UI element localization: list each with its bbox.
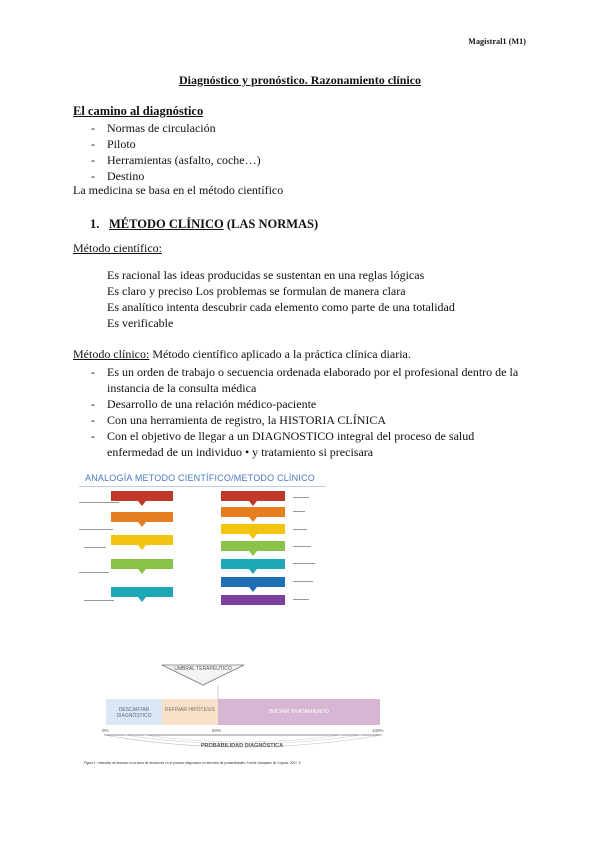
- arrow-icon: [249, 569, 257, 574]
- text-line: Es claro y preciso Los problemas se formulan de manera clara: [107, 284, 406, 298]
- paragraph-metodo-clinico: Método clínico: Método científico aplicado a la práctica clínica diaria.: [73, 347, 411, 361]
- right-step-diseno: [221, 541, 285, 551]
- header-course: Magistral1 (M1): [468, 37, 526, 46]
- camino-list: [91, 120, 527, 184]
- axis-tick-50: 50%: [212, 728, 222, 733]
- arrow-icon: [249, 551, 257, 556]
- text-line: Es analítico intenta descubrir cada elemento como parte de una totalidad: [107, 300, 455, 314]
- zone-descartar-label: DESCARTAR DIAGNÓSTICO: [116, 707, 152, 719]
- text-line: Es racional las ideas producidas se sustentan en una reglas lógicas: [107, 268, 425, 282]
- arrow-icon: [138, 569, 146, 574]
- page-title: Diagnóstico y pronóstico. Razonamiento clínico: [178, 73, 422, 87]
- zone-refinar-label: REFINAR HIPÓTESIS: [164, 707, 215, 713]
- list-item: - Con una herramienta de registro, la HISTORIA CLÍNICA: [91, 413, 387, 427]
- right-step-datos: [221, 507, 285, 517]
- annotation-line: [84, 547, 106, 548]
- zone-iniciar-label: INICIAR TRATAMIENTO: [268, 709, 330, 715]
- arrow-icon: [249, 534, 257, 539]
- axis-label: PROBABILIDAD DIAGNÓSTICA: [200, 743, 284, 749]
- cientifico-lines: [107, 267, 455, 331]
- right-step-hipotesis: [221, 524, 285, 534]
- list-item: - Es un orden de trabajo o secuencia ordenada elaborado por el profesional dentro de la instancia de la consulta médica: [91, 365, 519, 395]
- arrow-icon: [249, 587, 257, 592]
- arrow-icon: [249, 501, 257, 506]
- arrow-icon: [138, 522, 146, 527]
- threshold-label: UMBRAL TERAPÉUTICO: [174, 666, 232, 672]
- axis-tick-0: 0%: [102, 728, 109, 733]
- list-item: - Herramientas (asfalto, coche…): [91, 153, 261, 167]
- list-item: - Piloto: [91, 137, 136, 151]
- right-step-tratamiento: [221, 577, 285, 587]
- subheading-metodo-cientifico: Método científico:: [73, 241, 162, 255]
- list-item: - Desarrollo de una relación médico-paciente: [91, 397, 317, 411]
- clinico-list: [91, 364, 527, 460]
- annotation-line: [84, 600, 114, 601]
- annotation-line: [293, 563, 315, 564]
- list-item: - Normas de circulación: [91, 121, 216, 135]
- figure-umbrales: [84, 663, 400, 773]
- annotation-line: [293, 511, 305, 512]
- annotation-line: [79, 529, 113, 530]
- axis-tick-100: 100%: [372, 728, 384, 733]
- left-step-hipotesis: [111, 512, 173, 522]
- figure-caption: Figura 1. Umbrales de decisión en la toma de decisiones en el proceso diagnóstico en términos de probabilidades. Fuente: Adaptado de Cognos, 2007. 5: [84, 761, 301, 765]
- right-step-evolucion: [221, 595, 285, 605]
- section-heading-camino: El camino al diagnóstico: [73, 104, 204, 118]
- list-item: - Destino: [91, 169, 145, 183]
- annotation-line: [293, 599, 309, 600]
- divider: [79, 486, 326, 487]
- arrow-icon: [138, 545, 146, 550]
- arrow-icon: [249, 517, 257, 522]
- arrow-icon: [138, 501, 146, 506]
- right-step-problema: [221, 491, 285, 501]
- left-step-problema: [111, 491, 173, 501]
- left-step-comprobacion: [111, 587, 173, 597]
- annotation-line: [79, 572, 109, 573]
- left-step-diseno: [111, 559, 173, 569]
- annotation-line: [79, 502, 119, 503]
- text-line: Es verificable: [107, 316, 174, 330]
- figure-analogia: [79, 471, 326, 613]
- right-step-pruebas: [221, 559, 285, 569]
- annotation-line: [293, 581, 313, 582]
- list-item: - Con el objetivo de llegar a un DIAGNOSTICO integral del proceso de salud enfermedad de un individuo • y tratamiento si precisara: [91, 429, 475, 459]
- arrow-icon: [138, 597, 146, 602]
- annotation-line: [293, 497, 309, 498]
- subheading-metodo-clinico: Método clínico:: [73, 347, 150, 361]
- annotation-line: [293, 529, 307, 530]
- annotation-line: [293, 546, 311, 547]
- figure-analogia-title: ANALOGÍA METODO CIENTÍFICO/METODO CLÍNICO: [85, 473, 315, 483]
- left-step-hipotesis-2: [111, 535, 173, 545]
- paragraph-metodo-cientifico: La medicina se basa en el método científico: [73, 183, 284, 197]
